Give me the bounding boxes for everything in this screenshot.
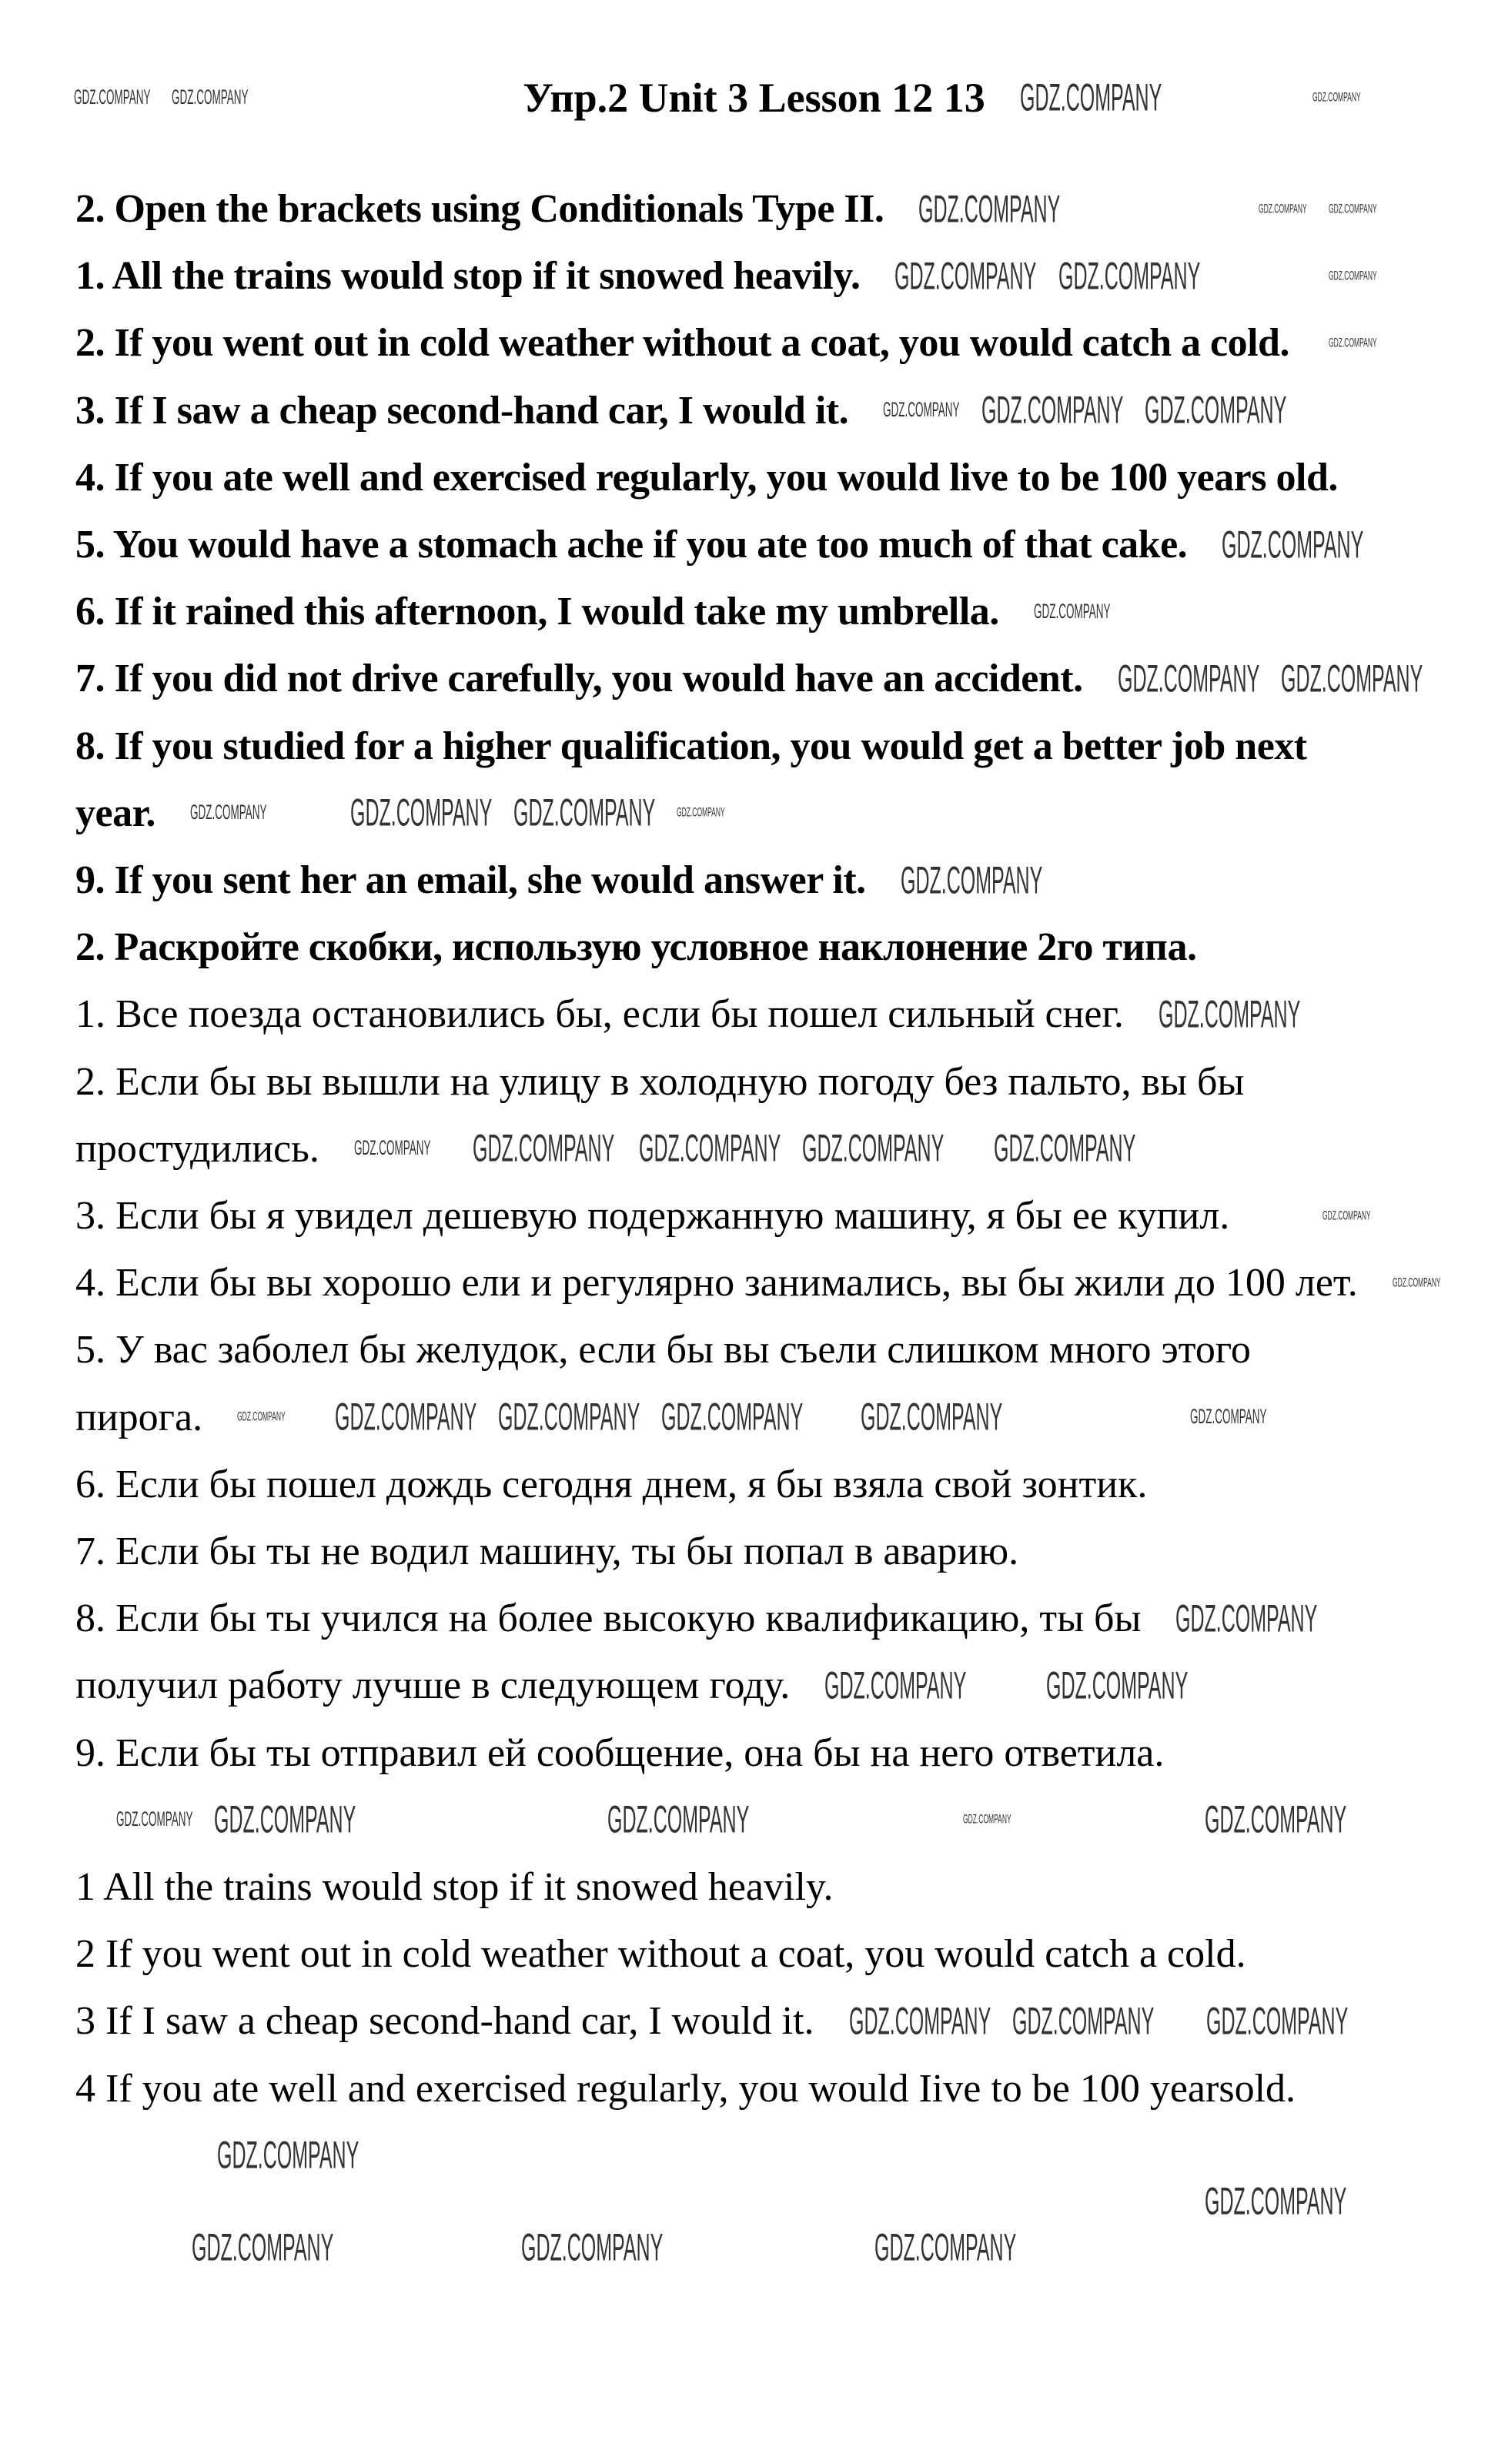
english-item: 2. If you went out in cold weather without a coat, you would catch a cold.: [75, 321, 1289, 366]
english-item: 8. If you studied for a higher qualification, you would get a better job next year.: [75, 724, 1307, 835]
watermark: GDZ.COMPANY: [802, 1126, 945, 1170]
watermark: GDZ.COMPANY: [237, 1409, 286, 1424]
english-heading: 2. Open the brackets using Conditionals Type II.: [75, 187, 884, 231]
watermark: GDZ.COMPANY: [1011, 1999, 1155, 2043]
watermark: GDZ.COMPANY: [73, 85, 151, 109]
watermark: GDZ.COMPANY: [1205, 1999, 1348, 2043]
russian-item: 7. Если бы ты не водил машину, ты бы попал в аварию.: [75, 1530, 1019, 1574]
answer-item: 2 If you went out in cold weather without a coat, you would catch a cold.: [75, 1932, 1246, 1977]
watermark: GDZ.COMPANY: [189, 801, 267, 824]
english-item: 6. If it rained this afternoon, I would take my umbrella.: [75, 590, 999, 634]
watermark: GDZ.COMPANY: [1158, 992, 1301, 1036]
watermark: GDZ.COMPANY: [115, 1807, 193, 1831]
watermark: GDZ.COMPANY: [1322, 1208, 1371, 1223]
answer-item: 4 If you ate well and exercised regularly, you would Iive to be 100 yearsold.: [75, 2066, 1296, 2111]
watermark: GDZ.COMPANY: [874, 2225, 1017, 2269]
watermark: GDZ.COMPANY: [1280, 657, 1423, 700]
watermark: GDZ.COMPANY: [1019, 75, 1162, 119]
watermark: GDZ.COMPANY: [1328, 201, 1377, 216]
russian-item: 6. Если бы пошел дождь сегодня днем, я бы взяла свой зонтик.: [75, 1462, 1148, 1506]
english-item: 9. If you sent her an email, she would answer it.: [75, 858, 866, 903]
watermark: GDZ.COMPANY: [1144, 388, 1287, 432]
watermark: GDZ.COMPANY: [1328, 335, 1377, 350]
watermark: GDZ.COMPANY: [334, 1395, 476, 1439]
page-title: Упр.2 Unit 3 Lesson 12 13: [523, 75, 985, 121]
watermark: GDZ.COMPANY: [1204, 1797, 1346, 1841]
russian-item: 8. Если бы ты учился на более высокую квалификацию, ты бы получил работу лучше в следующем году.: [75, 1596, 1142, 1708]
watermark: GDZ.COMPANY: [918, 187, 1061, 230]
english-item: 3. If I saw a cheap second-hand car, I would it.: [75, 388, 849, 433]
watermark: GDZ.COMPANY: [883, 398, 960, 422]
watermark: GDZ.COMPANY: [353, 1136, 431, 1160]
watermark: GDZ.COMPANY: [1045, 1663, 1188, 1707]
watermark: GDZ.COMPANY: [1392, 1275, 1441, 1290]
watermark: GDZ.COMPANY: [191, 2225, 334, 2269]
watermark: GDZ.COMPANY: [497, 1395, 640, 1439]
watermark: GDZ.COMPANY: [513, 791, 656, 834]
watermark: GDZ.COMPANY: [1117, 657, 1259, 700]
watermark: GDZ.COMPANY: [607, 1797, 750, 1841]
watermark: GDZ.COMPANY: [848, 1999, 991, 2043]
watermark: GDZ.COMPANY: [1312, 89, 1362, 105]
watermark: GDZ.COMPANY: [661, 1395, 804, 1439]
watermark: GDZ.COMPANY: [824, 1663, 967, 1707]
watermark: GDZ.COMPANY: [962, 1812, 1011, 1827]
watermark: GDZ.COMPANY: [1175, 1596, 1318, 1640]
watermark: GDZ.COMPANY: [521, 2225, 664, 2269]
answer-item: 3 If I saw a cheap second-hand car, I would it.: [75, 1999, 814, 2044]
watermark: GDZ.COMPANY: [214, 1797, 356, 1841]
watermark: GDZ.COMPANY: [216, 2133, 359, 2177]
watermark: GDZ.COMPANY: [473, 1126, 615, 1170]
watermark: GDZ.COMPANY: [677, 804, 726, 820]
watermark: GDZ.COMPANY: [1259, 201, 1307, 216]
english-item: 7. If you did not drive carefully, you would have an accident.: [75, 657, 1083, 701]
russian-item: 3. Если бы я увидел дешевую подержанную машину, я бы ее купил.: [75, 1194, 1230, 1239]
watermark: GDZ.COMPANY: [1204, 2179, 1346, 2223]
russian-item: 1. Все поезда остановились бы, если бы пошел сильный снег.: [75, 992, 1124, 1037]
watermark: GDZ.COMPANY: [1190, 1405, 1267, 1429]
english-item: 1. All the trains would stop if it snowed heavily.: [75, 254, 861, 299]
english-item: 5. You would have a stomach ache if you ate too much of that cake.: [75, 523, 1188, 567]
watermark: GDZ.COMPANY: [900, 858, 1042, 902]
watermark: GDZ.COMPANY: [172, 85, 249, 109]
russian-item: 9. Если бы ты отправил ей сообщение, она бы на него ответила.: [75, 1730, 1165, 1775]
russian-item: 2. Если бы вы вышли на улицу в холодную погоду без пальто, вы бы простудились.: [75, 1059, 1245, 1171]
watermark: GDZ.COMPANY: [981, 388, 1123, 432]
english-item: 4. If you ate well and exercised regularly, you would live to be 100 years old.: [75, 455, 1338, 500]
russian-item: 5. У вас заболел бы желудок, если бы вы съели слишком много этого пирога.: [75, 1328, 1251, 1439]
watermark: GDZ.COMPANY: [1033, 599, 1111, 623]
russian-item: 4. Если бы вы хорошо ели и регулярно занимались, вы бы жили до 100 лет.: [75, 1261, 1358, 1306]
watermark: GDZ.COMPANY: [860, 1395, 1003, 1439]
watermark: GDZ.COMPANY: [1328, 268, 1377, 283]
watermark: GDZ.COMPANY: [994, 1126, 1136, 1170]
watermark: GDZ.COMPANY: [349, 791, 493, 834]
watermark: GDZ.COMPANY: [894, 254, 1037, 298]
watermark: GDZ.COMPANY: [639, 1126, 781, 1170]
watermark: GDZ.COMPANY: [1222, 523, 1364, 567]
watermark: GDZ.COMPANY: [1058, 254, 1200, 298]
russian-heading: 2. Раскройте скобки, использую условное наклонение 2го типа.: [75, 925, 1197, 970]
answer-item: 1 All the trains would stop if it snowed heavily.: [75, 1865, 834, 1910]
